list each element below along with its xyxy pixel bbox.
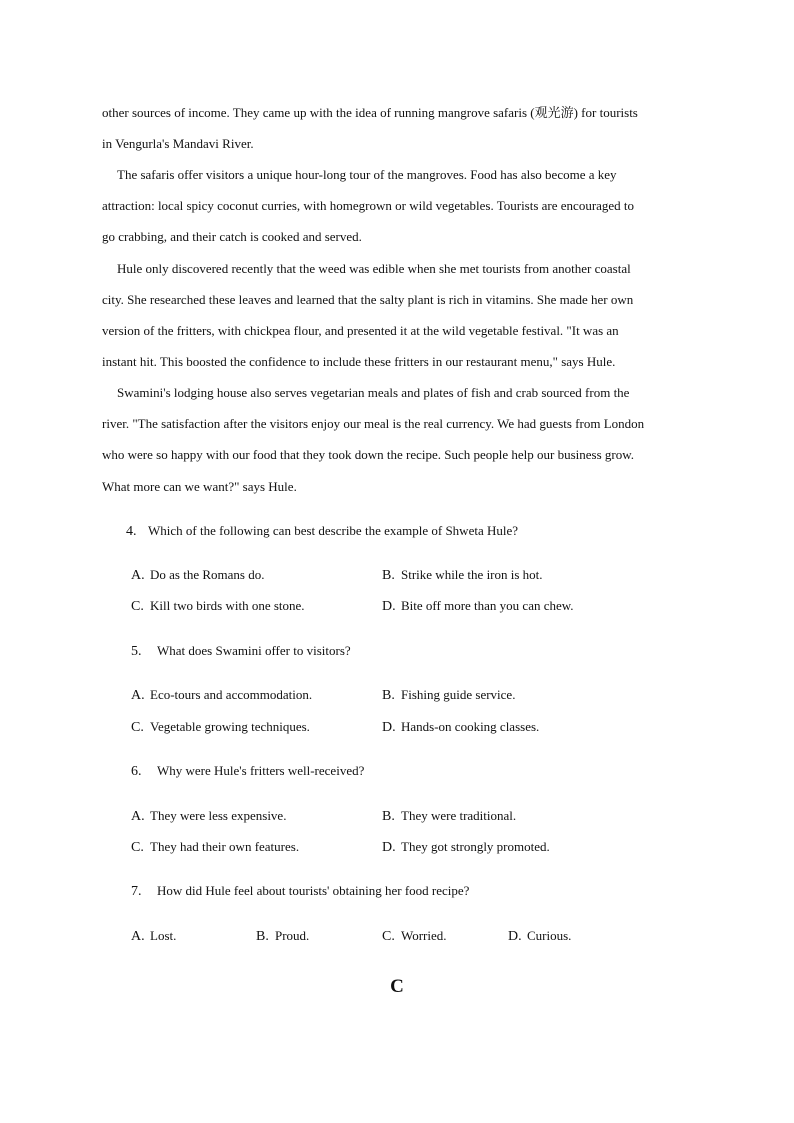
question-4 [126, 523, 518, 540]
option-text: Strike while the iron is hot. [401, 567, 543, 582]
option-4a[interactable] [131, 567, 264, 584]
question-number: 4. [126, 524, 137, 539]
option-letter: D. [508, 929, 522, 944]
option-text: They got strongly promoted. [401, 839, 550, 854]
passage-line: Hule only discovered recently that the weed was edible when she met tourists from another coastal [117, 261, 631, 276]
question-number: 5. [131, 644, 142, 659]
question-7 [131, 883, 469, 900]
option-5b[interactable] [382, 687, 515, 704]
option-letter: A. [131, 688, 145, 703]
question-text: How did Hule feel about tourists' obtaining her food recipe? [157, 883, 470, 898]
option-4b[interactable] [382, 567, 543, 584]
passage-line: instant hit. This boosted the confidence to include these fritters in our restaurant menu," says Hule. [102, 354, 616, 369]
option-5c[interactable] [131, 719, 310, 736]
option-text: Vegetable growing techniques. [150, 719, 310, 734]
option-letter: C. [131, 840, 144, 855]
passage-line: version of the fritters, with chickpea flour, and presented it at the wild vegetable festival. "It was an [102, 323, 619, 338]
question-5 [131, 643, 351, 660]
option-text: Curious. [527, 928, 572, 943]
passage-line: who were so happy with our food that they took down the recipe. Such people help our business grow. [102, 447, 635, 462]
option-6b[interactable] [382, 808, 516, 825]
passage-line: city. She researched these leaves and learned that the salty plant is rich in vitamins. She made her own [102, 292, 634, 307]
option-letter: D. [382, 720, 396, 735]
option-letter: B. [256, 929, 269, 944]
question-text: Why were Hule's fritters well-received? [157, 763, 365, 778]
option-letter: C. [382, 929, 395, 944]
option-7a[interactable] [131, 928, 176, 945]
option-letter: D. [382, 840, 396, 855]
option-text: Hands-on cooking classes. [401, 719, 540, 734]
option-text: Eco-tours and accommodation. [150, 687, 313, 702]
question-number: 7. [131, 884, 142, 899]
passage-line: What more can we want?" says Hule. [102, 479, 297, 494]
option-text: They were less expensive. [150, 808, 287, 823]
option-text: Bite off more than you can chew. [401, 598, 574, 613]
option-6d[interactable] [382, 839, 550, 856]
option-letter: B. [382, 568, 395, 583]
option-5a[interactable] [131, 687, 312, 704]
passage-line: in Vengurla's Mandavi River. [102, 136, 254, 151]
option-letter: A. [131, 568, 145, 583]
option-letter: C. [131, 720, 144, 735]
passage-line: Swamini's lodging house also serves vegetarian meals and plates of fish and crab sourced from the [117, 385, 630, 400]
option-text: Kill two birds with one stone. [150, 598, 305, 613]
passage-line: attraction: local spicy coconut curries, with homegrown or wild vegetables. Tourists are encouraged to [102, 198, 635, 213]
option-text: Fishing guide service. [401, 687, 516, 702]
option-text: They were traditional. [401, 808, 517, 823]
question-6 [131, 763, 364, 780]
option-text: Do as the Romans do. [150, 567, 265, 582]
option-letter: A. [131, 809, 145, 824]
option-letter: A. [131, 929, 145, 944]
option-text: Lost. [150, 928, 177, 943]
option-4c[interactable] [131, 598, 305, 615]
option-7b[interactable] [256, 928, 309, 945]
option-text: Worried. [401, 928, 447, 943]
option-letter: B. [382, 688, 395, 703]
option-letter: B. [382, 809, 395, 824]
option-4d[interactable] [382, 598, 574, 615]
option-text: They had their own features. [150, 839, 300, 854]
option-5d[interactable] [382, 719, 539, 736]
option-text: Proud. [275, 928, 310, 943]
passage-line: other sources of income. They came up with the idea of running mangrove safaris (观光游) for tourists [102, 105, 638, 120]
option-letter: D. [382, 599, 396, 614]
option-7c[interactable] [382, 928, 447, 945]
option-6a[interactable] [131, 808, 286, 825]
option-7d[interactable] [508, 928, 571, 945]
question-text: What does Swamini offer to visitors? [157, 643, 351, 658]
question-number: 6. [131, 764, 142, 779]
passage-line: The safaris offer visitors a unique hour-long tour of the mangroves. Food has also become a key [117, 167, 617, 182]
section-heading: C [390, 976, 404, 997]
passage-line: river. "The satisfaction after the visitors enjoy our meal is the real currency. We had guests from London [102, 416, 645, 431]
question-text: Which of the following can best describe the example of Shweta Hule? [148, 523, 519, 538]
passage-line: go crabbing, and their catch is cooked and served. [102, 229, 362, 244]
option-6c[interactable] [131, 839, 299, 856]
option-letter: C. [131, 599, 144, 614]
